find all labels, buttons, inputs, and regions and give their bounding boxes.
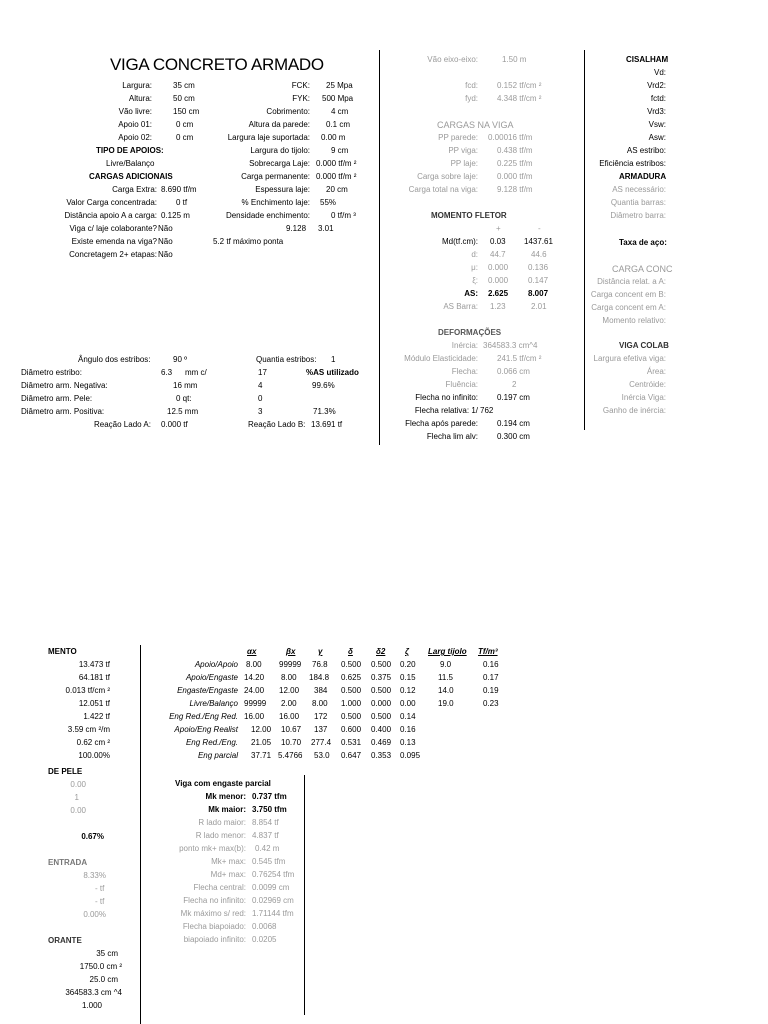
page-title: VIGA CONCRETO ARMADO [110, 55, 324, 74]
simply-supported-deflection-value: 0.0068 [252, 922, 277, 931]
infinite-deflection-label: Flecha no infinito: [183, 896, 246, 905]
partial-fixed-heading: Viga com engaste parcial [175, 779, 271, 788]
table-cell: 11.5 [438, 673, 453, 682]
value-301: 3.01 [318, 224, 334, 233]
positive-sign: + [496, 224, 501, 233]
collab-value-1: 35 cm [96, 949, 118, 958]
central-deflection-value: 0.0099 cm [252, 883, 290, 892]
table-cell: 0.375 [371, 673, 392, 682]
central-deflection-label: Flecha central: [193, 883, 246, 892]
table-row-label: Livre/Balanço [189, 699, 238, 708]
cover-label: Cobrimento: [266, 107, 310, 116]
slab-fill-value[interactable]: 55% [320, 198, 337, 207]
deflection-after-wall-value: 0.194 cm [497, 419, 530, 428]
table-cell: 1.000 [341, 699, 362, 708]
mk-max-unreduced-value: 1.71144 tfm [252, 909, 294, 918]
pp-slab-value: 0.225 tf/m [497, 159, 533, 168]
table-row-label: Apoio/Engaste [185, 673, 238, 682]
table-cell: 0.647 [341, 751, 362, 760]
table-cell: 8.00 [312, 699, 328, 708]
table-cell: 277.4 [311, 738, 332, 747]
table-cell: 99999 [279, 660, 302, 669]
r-smaller-label: R lado menor: [195, 831, 246, 840]
table-cell: 0.23 [483, 699, 499, 708]
md-plus-max-value: 0.76254 tfm [252, 870, 295, 879]
inertia-value: 364583.3 cm^4 [483, 341, 538, 350]
deflection-value: 0.066 cm [497, 367, 530, 376]
splice-label: Existe emenda na viga? [71, 237, 157, 246]
concentrated-load-value[interactable]: 0 tf [176, 198, 188, 207]
slab-overload-label: Sobrecarga Laje: [249, 159, 310, 168]
deflection-label: Flecha: [451, 367, 478, 376]
conc-heading-cut: ENTRADA [48, 858, 88, 867]
table-cell: 0.625 [341, 673, 362, 682]
total-load-value: 9.128 tf/m [497, 185, 533, 194]
fyd-label: fyd: [465, 94, 478, 103]
table-cell: 10.70 [281, 738, 302, 747]
md-neg: 1437.61 [524, 237, 553, 246]
skin-count-value[interactable]: 0 [258, 394, 263, 403]
stirrup-spacing-value[interactable]: 17 [258, 368, 267, 377]
width-label: Largura: [122, 81, 152, 90]
brick-width-value[interactable]: 9 cm [331, 146, 349, 155]
md-pos: 0.03 [490, 237, 506, 246]
mu-label: μ: [471, 263, 478, 272]
collab-value-4: 364583.3 cm ^4 [65, 988, 122, 997]
permanent-load-value[interactable]: 0.000 tf/m ² [316, 172, 357, 181]
collab-slab-value[interactable]: Não [158, 224, 173, 233]
fck-label: FCK: [291, 81, 310, 90]
reaction-b-value: 13.691 tf [311, 420, 343, 429]
relative-moment-label: Momento relativo: [602, 316, 666, 325]
table-cell: 53.0 [314, 751, 330, 760]
asw-label: Asw: [648, 133, 666, 142]
load-distance-label: Distância apoio A a carga: [64, 211, 157, 220]
extra-load-label: Carga Extra: [112, 185, 157, 194]
pp-wall-value: 0.00016 tf/m [488, 133, 533, 142]
fyk-label: FYK: [292, 94, 310, 103]
table-cell: 12.00 [251, 725, 272, 734]
xi-pos: 0.000 [488, 276, 509, 285]
table-cell: 184.8 [309, 673, 330, 682]
span-axis-label: Vão eixo-eixo: [427, 55, 478, 64]
slab-width-label: Largura laje suportada: [227, 133, 310, 142]
r-larger-label: R lado maior: [198, 818, 246, 827]
relative-deflection-value: 762 [480, 406, 494, 415]
load-distance-value[interactable]: 0.125 m [161, 211, 190, 220]
deflection-inf-label: Flecha no infinito: [415, 393, 478, 402]
table-cell: 14.0 [438, 686, 454, 695]
conc-load-a-label: Carga concent em A: [591, 303, 666, 312]
slab-load-value: 0.000 tf/m [497, 172, 533, 181]
slab-fill-label: % Enchimento laje: [241, 198, 310, 207]
vsw-label: Vsw: [648, 120, 666, 129]
ll-value-6: 3.59 cm ²/m [67, 725, 110, 734]
mk-min-value: 0.737 tfm [252, 792, 287, 801]
simply-supported-deflection-label: Flecha biapoiado: [182, 922, 246, 931]
table-cell: 37.71 [251, 751, 272, 760]
table-cell: 0.500 [341, 660, 362, 669]
skin-value-2: 1 [74, 793, 79, 802]
infinite-deflection-value: 0.02969 cm [252, 896, 294, 905]
beam-inertia-label: Inércia Viga: [621, 393, 666, 402]
beam-loads-heading: CARGAS NA VIGA [437, 120, 514, 130]
fck-value[interactable]: 25 Mpa [326, 81, 353, 90]
table-cell: 0.15 [400, 673, 416, 682]
conc-value-2: - tf [95, 884, 105, 893]
mk-point-label: ponto mk+ max(b): [179, 844, 246, 853]
stirrup-diam-unit: mm c/ [185, 368, 207, 377]
height-value[interactable]: 50 cm [173, 94, 195, 103]
ll-value-2: 64.181 tf [78, 673, 110, 682]
centroid-label: Centróide: [629, 380, 666, 389]
casting-stages-label: Concretagem 2+ etapas: [69, 250, 157, 259]
col-density: Tf/m³ [478, 647, 498, 656]
table-cell: 21.05 [251, 738, 272, 747]
reaction-a-value: 0.000 tf [161, 420, 188, 429]
as-stirrup-label: AS estribo: [626, 146, 666, 155]
table-cell: 16.00 [244, 712, 265, 721]
simply-supported-infinite-value: 0.0205 [252, 935, 277, 944]
mk-max-value: 3.750 tfm [252, 805, 287, 814]
xi-label: ξ: [472, 276, 478, 285]
ll-value-1: 13.473 tf [78, 660, 110, 669]
neg-diam-label: Diâmetro arm. Negativa: [21, 381, 108, 390]
xi-neg: 0.147 [528, 276, 549, 285]
vd-label: Vd: [653, 68, 666, 77]
collab-beam-heading: VIGA COLAB [619, 341, 669, 350]
divider-bottom-1 [140, 645, 141, 1024]
divider-top-2 [584, 50, 585, 430]
collab-value-3: 25.0 cm [89, 975, 118, 984]
stirrup-angle-label: Ângulo dos estribos: [78, 355, 151, 364]
deflection-limit-label: Flecha lim alv: [426, 432, 478, 441]
table-cell: 384 [314, 686, 328, 695]
pos-as-used: 71.3% [313, 407, 336, 416]
md-label: Md(tf.cm): [442, 237, 478, 246]
table-cell: 0.353 [371, 751, 392, 760]
slab-overload-value[interactable]: 0.000 tf/m ² [316, 159, 357, 168]
support-type-heading: TIPO DE APOIOS: [96, 146, 164, 155]
steel-ratio-value: 0.67% [81, 832, 104, 841]
creep-label: Fluência: [445, 380, 478, 389]
stirrup-count-value[interactable]: 1 [331, 355, 336, 364]
table-cell: 0.500 [341, 686, 362, 695]
reaction-a-label: Reação Lado A: [94, 420, 151, 429]
simply-supported-infinite-label: biapoiado infinito: [183, 935, 246, 944]
table-cell: 76.8 [312, 660, 328, 669]
as-neg: 8.007 [528, 289, 549, 298]
fctd-label: fctd: [650, 94, 666, 103]
wall-height-label: Altura da parede: [248, 120, 310, 129]
table-cell: 0.17 [483, 673, 499, 682]
table-row-label: Apoio/Eng Realist [174, 725, 238, 734]
slab-width-value[interactable]: 0.00 m [321, 133, 346, 142]
slab-thickness-value[interactable]: 20 cm [326, 185, 348, 194]
deflection-inf-value: 0.197 cm [497, 393, 530, 402]
stirrup-efficiency-label: Eficiência estribos: [599, 159, 666, 168]
mk-plus-max-value: 0.545 tfm [252, 857, 286, 866]
table-cell: 10.67 [281, 725, 302, 734]
table-row-label: Eng Red./Eng Red. [169, 712, 238, 721]
d-label: d: [471, 250, 478, 259]
mk-max-unreduced-label: Mk máximo s/ red: [180, 909, 246, 918]
table-cell: 5.4766 [278, 751, 303, 760]
negative-sign: - [538, 224, 541, 233]
table-row-label: Eng Red./Eng. [185, 738, 238, 747]
cover-value[interactable]: 4 cm [331, 107, 349, 116]
deformations-heading: DEFORMAÇÕES [438, 328, 502, 337]
col-delta2: δ2 [376, 647, 386, 656]
neg-as-used: 99.6% [312, 381, 335, 390]
mu-pos: 0.000 [488, 263, 509, 272]
md-plus-max-label: Md+ max: [210, 870, 246, 879]
stirrup-diam-value[interactable]: 6.3 [161, 368, 173, 377]
span-value[interactable]: 150 cm [173, 107, 200, 116]
creep-value: 2 [512, 380, 517, 389]
d-neg: 44.6 [531, 250, 547, 259]
support2-label: Apoio 02: [118, 133, 152, 142]
col-gamma: γ [318, 647, 323, 656]
support-type-value[interactable]: Livre/Balanço [106, 159, 155, 168]
skin-value-3: 0.00 [70, 806, 86, 815]
steel-ratio-label: Taxa de aço: [619, 238, 667, 247]
table-cell: 0.469 [371, 738, 392, 747]
fyd-value: 4.348 tf/cm ² [497, 94, 542, 103]
table-cell: 172 [314, 712, 328, 721]
as-label: AS: [464, 289, 478, 298]
table-cell: 0.14 [400, 712, 416, 721]
table-cell: 0.095 [400, 751, 421, 760]
deflection-after-wall-label: Flecha após parede: [405, 419, 478, 428]
table-row-label: Apoio/Apoio [194, 660, 238, 669]
table-cell: 0.19 [483, 686, 499, 695]
as-bar-pos: 1.23 [490, 302, 506, 311]
elastic-modulus-value: 241.5 tf/cm ² [497, 354, 542, 363]
ll-value-8: 100.00% [78, 751, 110, 760]
height-label: Altura: [128, 94, 152, 103]
pos-diam-value[interactable]: 12.5 mm [167, 407, 199, 416]
col-zeta: ζ [405, 647, 409, 656]
bar-diameter-label: Diâmetro barra: [610, 211, 666, 220]
as-pos: 2.625 [488, 289, 509, 298]
pos-count-value[interactable]: 3 [258, 407, 263, 416]
wall-height-value[interactable]: 0.1 cm [326, 120, 351, 129]
table-cell: 0.500 [371, 686, 392, 695]
area-label: Área: [646, 367, 666, 376]
mu-neg: 0.136 [528, 263, 549, 272]
fill-density-label: Densidade enchimento: [225, 211, 310, 220]
stirrup-diam-label: Diâmetro estribo: [21, 368, 82, 377]
fcd-value: 0.152 tf/cm ² [497, 81, 542, 90]
mk-point-value: 0.42 m [255, 844, 280, 853]
moment-heading-cut: MENTO [48, 647, 77, 656]
value-9128: 9.128 [286, 224, 307, 233]
vrd2-label: Vrd2: [647, 81, 666, 90]
divider-top-1 [379, 50, 380, 445]
table-cell: 19.0 [438, 699, 454, 708]
conc-value-1: 8.33% [83, 871, 106, 880]
fcd-label: fcd: [465, 81, 478, 90]
max-tip-note: 5.2 tf máximo ponta [213, 237, 284, 246]
slab-thickness-label: Espessura laje: [255, 185, 310, 194]
ll-value-4: 12.051 tf [78, 699, 110, 708]
inertia-gain-label: Ganho de inércia: [602, 406, 666, 415]
collab-heading-cut: ORANTE [48, 936, 82, 945]
casting-stages-value[interactable]: Não [158, 250, 173, 259]
stirrup-count-label: Quantia estribos: [256, 355, 317, 364]
table-cell: 14.20 [244, 673, 265, 682]
conc-value-4: 0.00% [83, 910, 106, 919]
table-cell: 8.00 [246, 660, 262, 669]
skin-heading-cut: DE PELE [48, 767, 83, 776]
neg-count-value[interactable]: 4 [258, 381, 263, 390]
pp-beam-label: PP viga: [448, 146, 478, 155]
as-bar-neg: 2.01 [531, 302, 547, 311]
total-load-label: Carga total na viga: [408, 185, 478, 194]
as-bar-label: AS Barra: [443, 302, 478, 311]
mk-min-label: Mk menor: [205, 792, 246, 801]
pp-slab-label: PP laje: [450, 159, 478, 168]
bar-count-label: Quantia barras: [610, 198, 666, 207]
table-cell: 0.00 [400, 699, 416, 708]
skin-diam-value[interactable]: 0 qt: [176, 394, 192, 403]
ll-value-7: 0.62 cm ² [76, 738, 110, 747]
support2-value[interactable]: 0 cm [176, 133, 194, 142]
neg-diam-value[interactable]: 16 mm [173, 381, 198, 390]
table-cell: 0.12 [400, 686, 416, 695]
pp-beam-value: 0.438 tf/m [497, 146, 533, 155]
col-brick-width: Larg tijolo [428, 647, 467, 656]
table-cell: 0.400 [371, 725, 392, 734]
table-cell: 12.00 [279, 686, 300, 695]
ll-value-5: 1.422 tf [83, 712, 110, 721]
conc-load-b-label: Carga concent em B: [590, 290, 666, 299]
table-cell: 0.600 [341, 725, 362, 734]
divider-bottom-2 [304, 775, 305, 1015]
relative-deflection-label: Flecha relativa: 1/ [414, 406, 478, 415]
table-cell: 0.500 [371, 660, 392, 669]
concentrated-load-label: Valor Carga concentrada: [66, 198, 157, 207]
table-cell: 0.13 [400, 738, 416, 747]
table-cell: 9.0 [440, 660, 452, 669]
table-cell: 24.00 [244, 686, 265, 695]
table-cell: 0.16 [483, 660, 499, 669]
collab-value-2: 1750.0 cm ² [79, 962, 122, 971]
table-cell: 16.00 [279, 712, 300, 721]
support1-value[interactable]: 0 cm [176, 120, 194, 129]
col-delta: δ [348, 647, 353, 656]
skin-value-1: 0.00 [70, 780, 86, 789]
vrd3-label: Vrd3: [647, 107, 666, 116]
r-larger-value: 8.854 tf [252, 818, 279, 827]
bending-moment-heading: MOMENTO FLETOR [431, 211, 507, 220]
table-cell: 0.500 [341, 712, 362, 721]
elastic-modulus-label: Módulo Elasticidade: [404, 354, 478, 363]
col-beta-x: βx [286, 647, 296, 656]
fyk-value[interactable]: 500 Mpa [322, 94, 354, 103]
inertia-label: Inércia: [451, 341, 478, 350]
d-pos: 44.7 [490, 250, 506, 259]
shear-heading: CISALHAM [626, 55, 669, 64]
relative-distance-label: Distância relat. a A: [597, 277, 666, 286]
stirrup-angle-value[interactable]: 90 º [173, 355, 188, 364]
conc-value-3: - tf [95, 897, 105, 906]
pos-diam-label: Diâmetro arm. Positiva: [21, 407, 105, 416]
skin-diam-label: Diâmetro arm. Pele: [21, 394, 93, 403]
as-required-label: AS necessário: [612, 185, 666, 194]
permanent-load-label: Carga permanente: [241, 172, 310, 181]
table-cell: 0.16 [400, 725, 416, 734]
table-cell: 0.20 [400, 660, 416, 669]
slab-load-label: Carga sobre laje: [417, 172, 478, 181]
reinforcement-heading: ARMADURA [619, 172, 667, 181]
span-axis-value: 1.50 m [502, 55, 527, 64]
table-row-label: Eng parcial [197, 751, 238, 760]
table-cell: 8.00 [281, 673, 297, 682]
mk-max-label: Mk maior: [208, 805, 246, 814]
table-cell: 99999 [244, 699, 267, 708]
deflection-limit-value: 0.300 cm [497, 432, 530, 441]
r-smaller-value: 4.837 tf [252, 831, 279, 840]
table-cell: 0.000 [371, 699, 392, 708]
splice-value[interactable]: Não [158, 237, 173, 246]
extra-load-value[interactable]: 8.690 tf/m [161, 185, 197, 194]
extra-loads-heading: CARGAS ADICIONAIS [89, 172, 173, 181]
table-row-label: Engaste/Engaste [177, 686, 238, 695]
table-cell: 0.500 [371, 712, 392, 721]
table-cell: 2.00 [281, 699, 297, 708]
collab-slab-label: Viga c/ laje colaborante? [69, 224, 157, 233]
width-value[interactable]: 35 cm [173, 81, 195, 90]
brick-width-label: Largura do tijolo: [250, 146, 310, 155]
conc-load-heading: CARGA CONC [612, 264, 673, 274]
fill-density-value[interactable]: 0 tf/m ³ [331, 211, 356, 220]
reaction-b-label: Reação Lado B: [248, 420, 306, 429]
effective-width-label: Largura efetiva viga: [593, 354, 666, 363]
pp-wall-label: PP parede: [438, 133, 478, 142]
as-used-heading: %AS utilizado [306, 368, 359, 377]
mk-plus-max-label: Mk+ max: [211, 857, 246, 866]
support1-label: Apoio 01: [118, 120, 152, 129]
col-alpha-x: αx [247, 647, 257, 656]
table-cell: 137 [314, 725, 328, 734]
ll-value-3: 0.013 tf/cm ² [65, 686, 110, 695]
collab-value-5: 1.000 [81, 1001, 102, 1010]
table-cell: 0.531 [341, 738, 362, 747]
span-label: Vão livre: [118, 107, 152, 116]
